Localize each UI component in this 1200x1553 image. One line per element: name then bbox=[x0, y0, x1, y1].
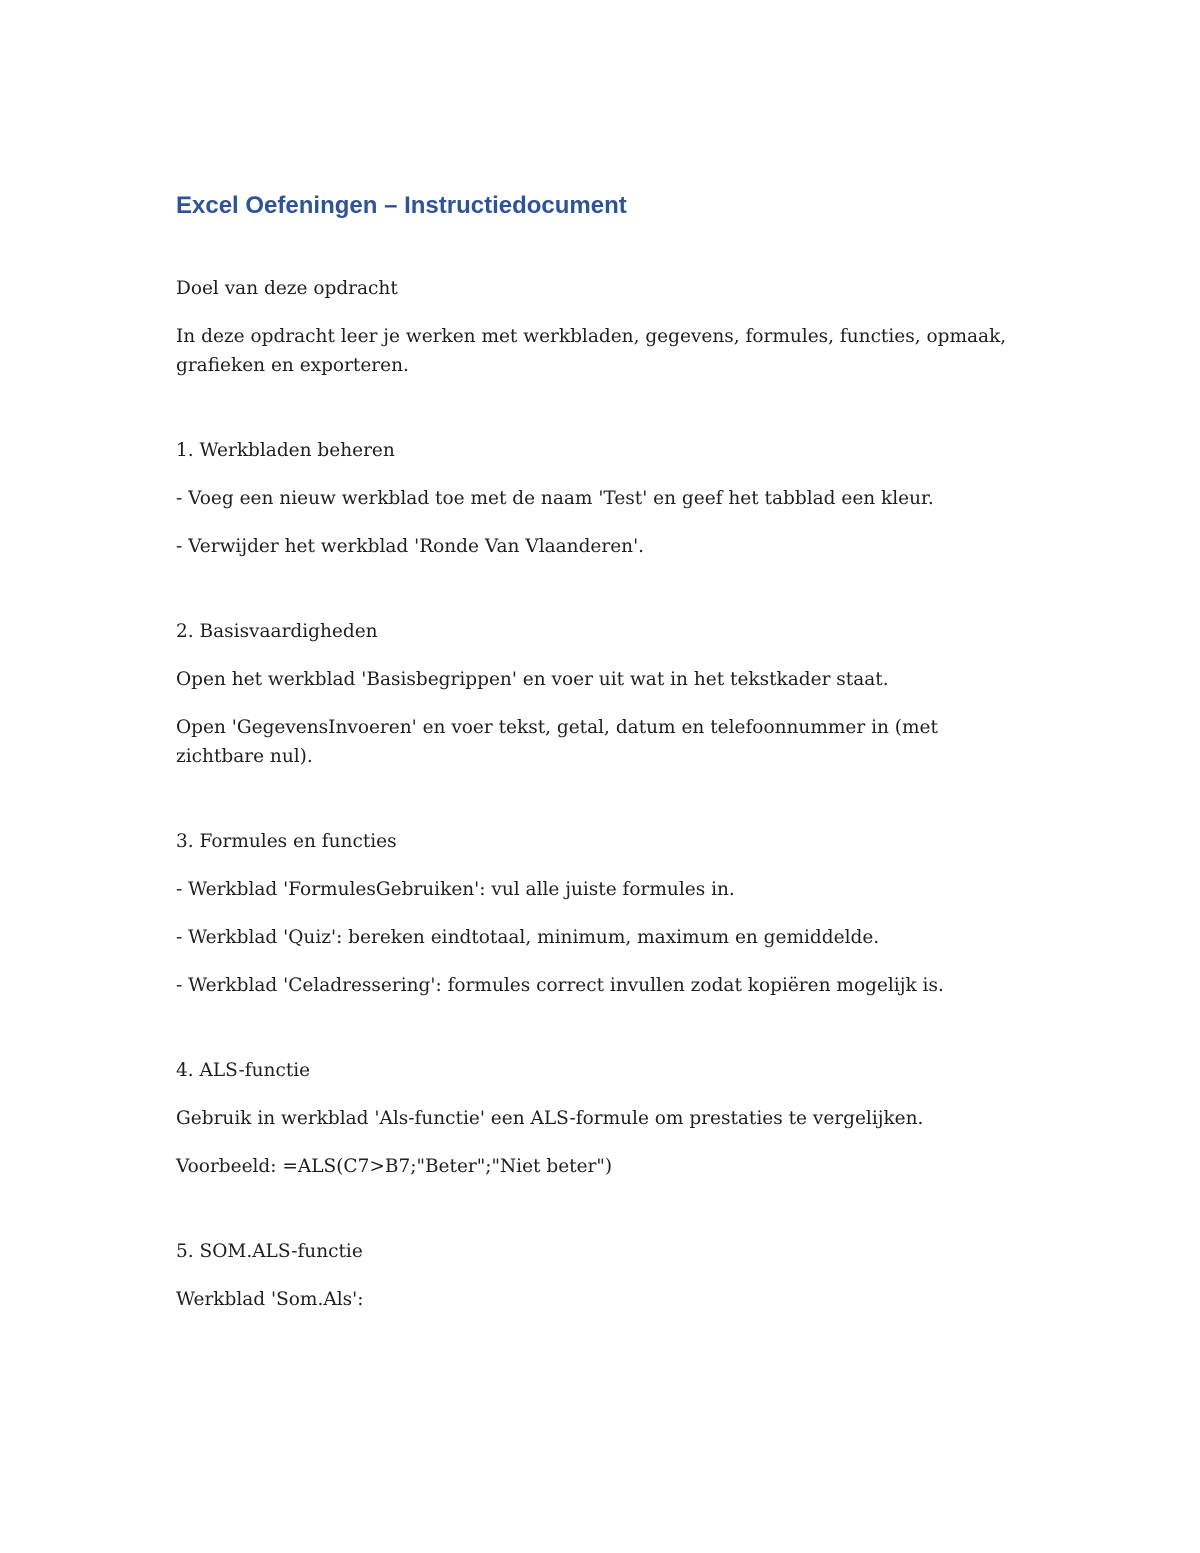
document-body bbox=[176, 188, 1026, 1333]
section-line: - Werkblad 'Celadressering': formules correct invullen zodat kopiëren mogelijk is. bbox=[176, 975, 944, 996]
section-heading-basisvaardigheden: 2. Basisvaardigheden bbox=[176, 621, 378, 642]
section-line: Werkblad 'Som.Als': bbox=[176, 1289, 364, 1310]
section-line: - Werkblad 'Quiz': bereken eindtotaal, minimum, maximum en gemiddelde. bbox=[176, 927, 880, 948]
section-line: Voorbeeld: =ALS(C7>B7;"Beter";"Niet beter") bbox=[176, 1156, 613, 1177]
section-line: - Verwijder het werkblad 'Ronde Van Vlaanderen'. bbox=[176, 536, 645, 557]
section-heading-als-functie: 4. ALS-functie bbox=[176, 1060, 311, 1081]
section-line: Open 'GegevensInvoeren' en voer tekst, getal, datum en telefoonnummer in (met zichtbare nul). bbox=[176, 717, 938, 767]
intro-text: In deze opdracht leer je werken met werkbladen, gegevens, formules, functies, opmaak, grafieken en exporteren. bbox=[176, 326, 1007, 376]
section-line: - Voeg een nieuw werkblad toe met de naam 'Test' en geef het tabblad een kleur. bbox=[176, 488, 934, 509]
section-heading-werkbladen-beheren: 1. Werkbladen beheren bbox=[176, 440, 395, 461]
section-heading-formules-en-functies: 3. Formules en functies bbox=[176, 831, 397, 852]
section-line: - Werkblad 'FormulesGebruiken': vul alle juiste formules in. bbox=[176, 879, 735, 900]
section-line: Gebruik in werkblad 'Als-functie' een ALS-formule om prestaties te vergelijken. bbox=[176, 1108, 924, 1129]
section-line: Open het werkblad 'Basisbegrippen' en voer uit wat in het tekstkader staat. bbox=[176, 669, 889, 690]
section-heading-som-als-functie: 5. SOM.ALS-functie bbox=[176, 1241, 363, 1262]
document-title: Excel Oefeningen – Instructiedocument bbox=[176, 192, 627, 219]
intro-heading: Doel van deze opdracht bbox=[176, 278, 398, 299]
